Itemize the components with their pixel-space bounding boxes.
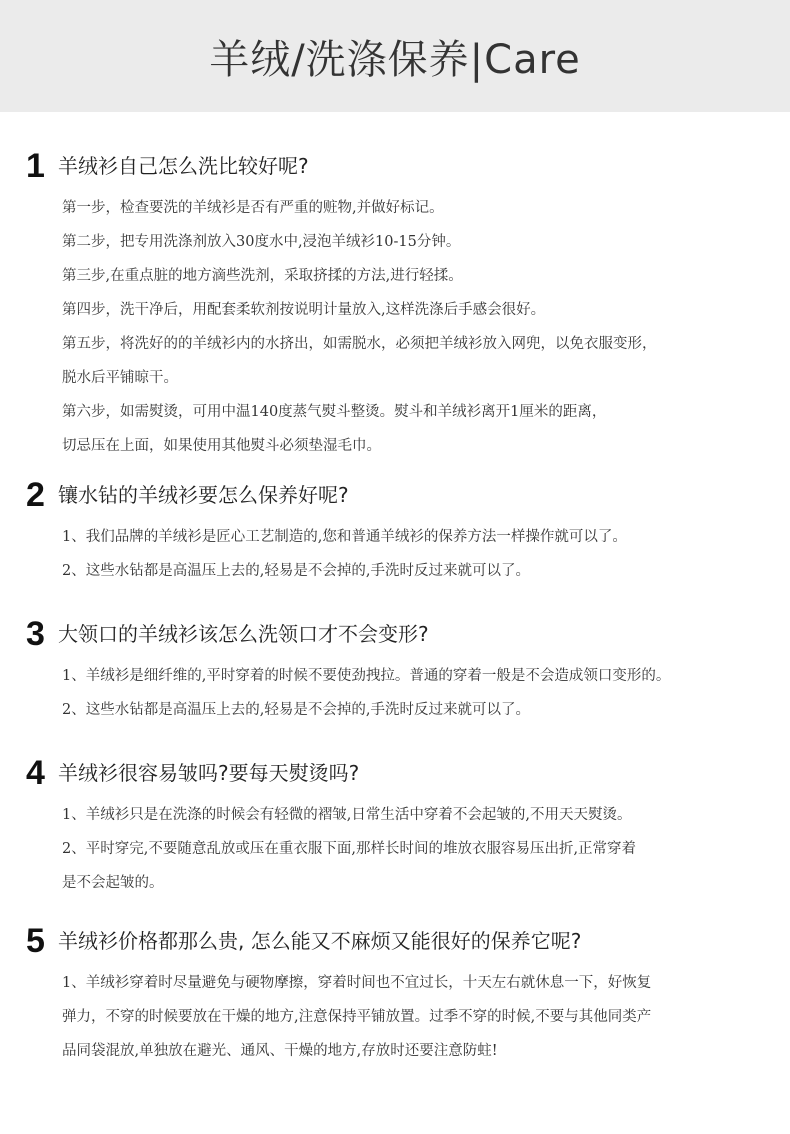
- question-text: 镶水钻的羊绒衫要怎么保养好呢?: [58, 483, 349, 507]
- question-text: 大领口的羊绒衫该怎么洗领口才不会变形?: [58, 622, 429, 646]
- answer-line: 是不会起皱的。: [62, 875, 164, 891]
- answer-line: 弹力，不穿的时候要放在干燥的地方,注意保持平铺放置。过季不穿的时候,不要与其他同类产: [62, 1009, 652, 1025]
- answer-line: 切忌压在上面，如果使用其他熨斗必须垫湿毛巾。: [62, 438, 381, 454]
- answer-line: 2、这些水钻都是高温压上去的,轻易是不会掉的,手洗时反过来就可以了。: [62, 702, 530, 718]
- faq-section-1: [0, 146, 790, 463]
- answer-block: [0, 191, 790, 463]
- answer-line: 第四步，洗干净后，用配套柔软剂按说明计量放入,这样洗涤后手感会很好。: [62, 302, 546, 318]
- answer-line: 第一步，检查要洗的羊绒衫是否有严重的赃物,并做好标记。: [62, 200, 444, 216]
- answer-line: 1、羊绒衫是细纤维的,平时穿着的时候不要使劲拽拉。普通的穿着一般是不会造成领口变形的。: [62, 668, 671, 684]
- question-number: 2: [26, 476, 45, 514]
- question-row: [0, 921, 790, 961]
- answer-line: 第二步，把专用洗涤剂放入30度水中,浸泡羊绒衫10-15分钟。: [62, 234, 461, 250]
- answer-line: 1、羊绒衫只是在洗涤的时候会有轻微的褶皱,日常生活中穿着不会起皱的,不用天天熨烫。: [62, 807, 632, 823]
- answer-line: 第三步,在重点脏的地方滴些洗剂，采取挤揉的方法,进行轻揉。: [62, 268, 463, 284]
- page-title: 羊绒/洗涤保养|Care: [209, 36, 581, 83]
- answer-line: 第五步，将洗好的的羊绒衫内的水挤出，如需脱水，必须把羊绒衫放入网兜，以免衣服变形，: [62, 336, 657, 352]
- answer-line: 2、平时穿完,不要随意乱放或压在重衣服下面,那样长时间的堆放衣服容易压出折,正常穿着: [62, 841, 637, 857]
- answer-line: 第六步，如需熨烫，可用中温140度蒸气熨斗整烫。熨斗和羊绒衫离开1厘米的距离，: [62, 404, 607, 420]
- faq-section-5: [0, 921, 790, 1068]
- answer-line: 1、羊绒衫穿着时尽量避免与硬物摩擦，穿着时间也不宜过长，十天左右就休息一下，好恢复: [62, 975, 652, 991]
- question-number: 1: [26, 147, 45, 185]
- question-text: 羊绒衫自己怎么洗比较好呢?: [58, 154, 309, 178]
- faq-section-2: [0, 475, 790, 588]
- faq-section-4: [0, 753, 790, 900]
- answer-line: 2、这些水钻都是高温压上去的,轻易是不会掉的,手洗时反过来就可以了。: [62, 563, 530, 579]
- question-text: 羊绒衫很容易皱吗?要每天熨烫吗?: [58, 761, 360, 785]
- answer-line: 脱水后平铺晾干。: [62, 370, 178, 386]
- question-row: [0, 614, 790, 654]
- question-row: [0, 753, 790, 793]
- answer-block: [0, 520, 790, 588]
- question-text: 羊绒衫价格都那么贵, 怎么能又不麻烦又能很好的保养它呢?: [58, 929, 582, 953]
- answer-block: [0, 659, 790, 727]
- answer-block: [0, 966, 790, 1068]
- question-number: 5: [26, 922, 45, 960]
- answer-line: 品同袋混放,单独放在避光、通风、干燥的地方,存放时还要注意防蛀!: [62, 1043, 498, 1059]
- question-number: 3: [26, 615, 45, 653]
- question-number: 4: [26, 754, 45, 792]
- answer-line: 1、我们品牌的羊绒衫是匠心工艺制造的,您和普通羊绒衫的保养方法一样操作就可以了。: [62, 529, 627, 545]
- faq-section-3: [0, 614, 790, 727]
- question-row: [0, 475, 790, 515]
- page-header: [0, 0, 790, 112]
- answer-block: [0, 798, 790, 900]
- question-row: [0, 146, 790, 186]
